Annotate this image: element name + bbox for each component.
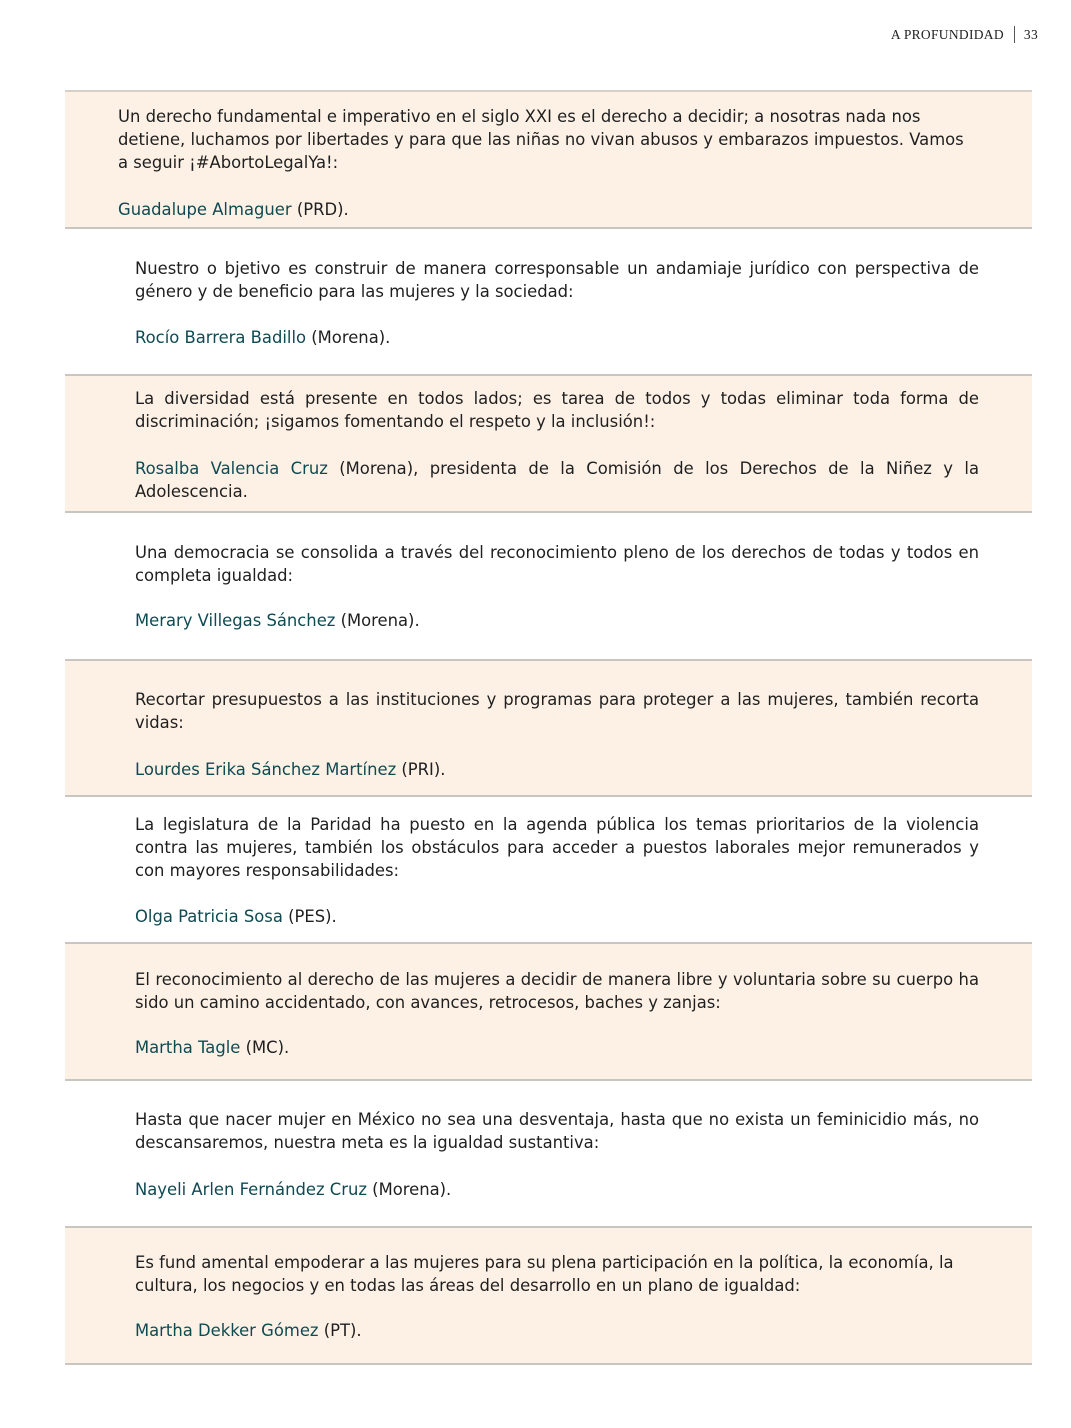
party-affiliation: (PRI). [396, 760, 446, 779]
party-affiliation: (Morena). [306, 328, 391, 347]
quote-block [65, 797, 1032, 944]
party-affiliation: (Morena). [366, 1180, 452, 1199]
quote-attribution [135, 457, 979, 503]
legislator-name: Olga Patricia Sosa [135, 907, 283, 926]
legislator-name: Guadalupe Almaguer [118, 200, 292, 219]
quote-text: Hasta que nacer mujer en México no sea una desventaja, hasta que no exista un feminicidio más, no descansaremos, nuestra meta es la igualdad sustantiva: [135, 1110, 979, 1152]
legislator-name: Nayeli Arlen Fernández Cruz [135, 1180, 367, 1199]
quote-text: Es fund amental empoderar a las mujeres para su plena participación en la política, la economía, la cultura, los negocios y en todas las áreas del desarrollo en un plano de igualdad: [135, 1253, 954, 1295]
page-number: 33 [1023, 26, 1038, 42]
quote-attribution [118, 198, 968, 221]
legislator-name: Martha Tagle [135, 1038, 241, 1057]
party-affiliation: (PES). [282, 907, 337, 926]
quote-block [65, 376, 1032, 513]
party-affiliation: (PRD). [291, 200, 349, 219]
party-affiliation: (Morena). [335, 611, 420, 630]
quote-text: El reconocimiento al derecho de las mujeres a decidir de manera libre y voluntaria sobre su cuerpo ha sido un camino accidentado, con avances, retrocesos, baches y zanjas: [135, 970, 979, 1012]
quote-block [65, 944, 1032, 1081]
quote-text: Nuestro o bjetivo es construir de manera corresponsable un andamiaje jurídico con perspectiva de género y de beneficio para las mujeres y la sociedad: [135, 259, 979, 301]
quote-attribution [135, 905, 979, 928]
quote-attribution [135, 609, 979, 632]
legislator-name: Rocío Barrera Badillo [135, 328, 307, 347]
quote-attribution [135, 326, 979, 349]
quote-attribution [135, 1036, 979, 1059]
legislator-name: Lourdes Erika Sánchez Martínez [135, 760, 397, 779]
party-affiliation: (PT). [318, 1321, 362, 1340]
quote-block [65, 661, 1032, 797]
quote-block [65, 90, 1032, 229]
quote-text: Recortar presupuestos a las instituciones y programas para proteger a las mujeres, también recorta vidas: [135, 690, 979, 732]
party-affiliation: (MC). [240, 1038, 290, 1057]
quote-attribution [135, 1319, 979, 1342]
quote-block [65, 513, 1032, 661]
quote-text: La legislatura de la Paridad ha puesto en la agenda pública los temas prioritarios de la violencia contra las mujeres, también los obstáculos para acceder a puestos laborales mejor remunerados y con mayores responsabilidades: [135, 815, 979, 880]
section-title: A PROFUNDIDAD [890, 26, 1004, 42]
quote-attribution [135, 758, 979, 781]
header-divider [1014, 26, 1015, 43]
running-header [891, 26, 1038, 43]
legislator-name: Merary Villegas Sánchez [135, 611, 336, 630]
quote-text: Un derecho fundamental e imperativo en el siglo XXI es el derecho a decidir; a nosotras nada nos detiene, luchamos por libertades y para que las niñas no vivan abusos y embarazos impuestos. Vamos a seguir ¡#AbortoLegalYa!: [118, 107, 964, 172]
quote-attribution [135, 1178, 979, 1201]
quote-block [65, 1228, 1032, 1365]
quote-text: La diversidad está presente en todos lados; es tarea de todos y todas eliminar toda forma de discriminación; ¡sigamos fomentando el respeto y la inclusión!: [135, 389, 979, 431]
party-affiliation: (Morena), presidenta de la Comisión de los Derechos de la Niñez y la Adolescencia. [135, 459, 979, 501]
legislator-name: Martha Dekker Gómez [135, 1321, 319, 1340]
quote-block [65, 1081, 1032, 1228]
quote-text: Una democracia se consolida a través del reconocimiento pleno de los derechos de todas y todos en completa igualdad: [135, 543, 979, 585]
legislator-name: Rosalba Valencia Cruz [135, 459, 328, 478]
quote-block [65, 229, 1032, 376]
